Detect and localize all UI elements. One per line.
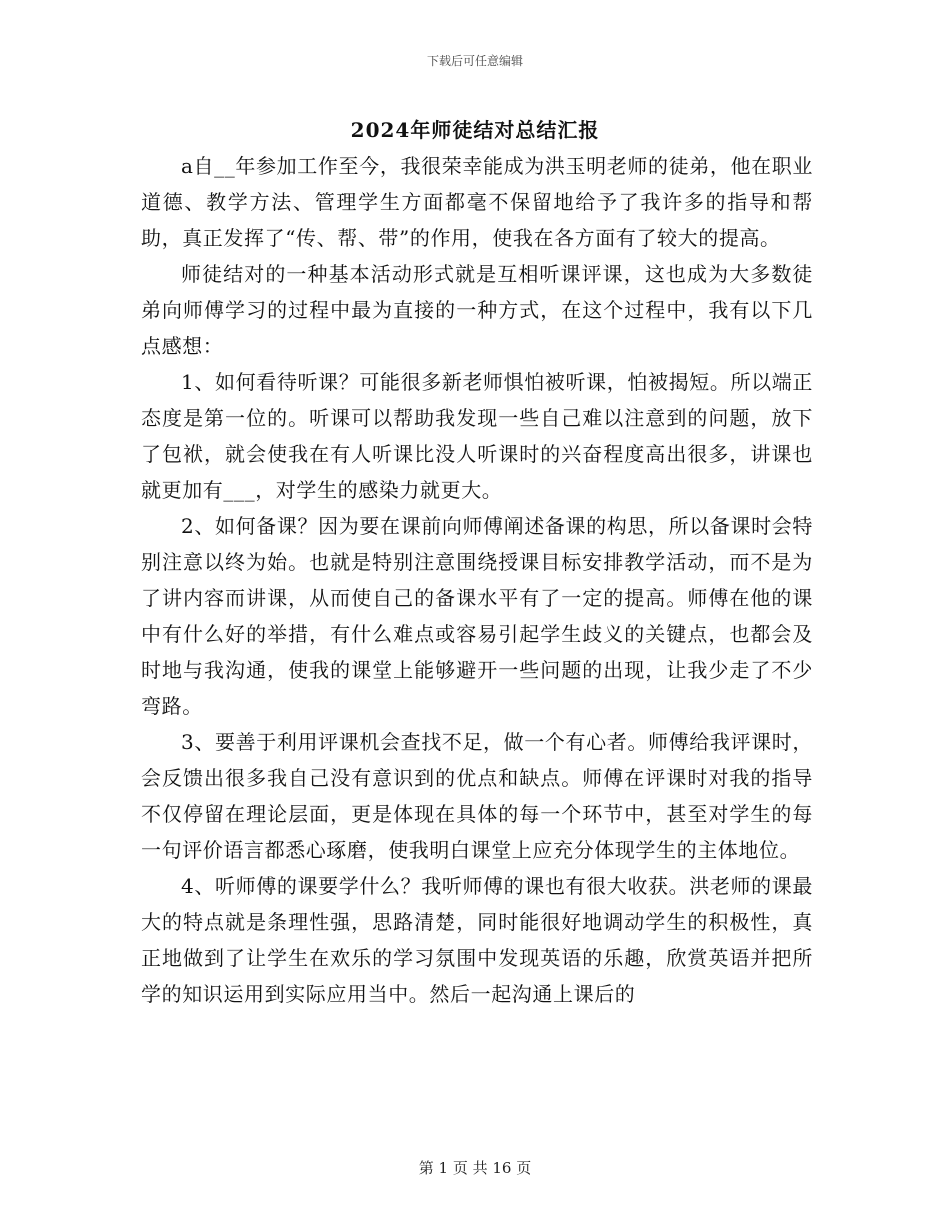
paragraph-point-2: 2、如何备课？因为要在课前向师傅阐述备课的构思，所以备课时会特别注意以终为始。也就是特别注意围绕授课目标安排教学活动，而不是为了讲内容而讲课，从而使自己的备课水平有了一定的提高。师傅在他的课中有什么好的举措，有什么难点或容易引起学生歧义的关键点，也都会及时地与我沟通，使我的课堂上能够避开一些问题的出现，让我少走了不少弯路。 <box>141 514 813 718</box>
document-title: 2024年师徒结对总结汇报 <box>350 118 600 142</box>
page-number: 第 1 页 共 16 页 <box>418 1159 532 1177</box>
paragraph-listening-overview: 师徒结对的一种基本活动形式就是互相听课评课，这也成为大多数徒弟向师傅学习的过程中最为直接的一种方式，在这个过程中，我有以下几点感想： <box>141 262 813 358</box>
paragraph-point-3: 3、要善于利用评课机会查找不足，做一个有心者。师傅给我评课时，会反馈出很多我自己没有意识到的优点和缺点。师傅在评课时对我的指导不仅停留在理论层面，更是体现在具体的每一个环节中，甚至对学生的每一句评价语言都悉心琢磨，使我明白课堂上应充分体现学生的主体地位。 <box>141 730 813 862</box>
paragraph-intro: a自__年参加工作至今，我很荣幸能成为洪玉明老师的徒弟，他在职业道德、教学方法、管理学生方面都毫不保留地给予了我许多的指导和帮助，真正发挥了“传、帮、带”的作用，使我在各方面有了较大的提高。 <box>141 154 813 250</box>
page-header-note: 下载后可任意编辑 <box>426 54 523 68</box>
document-body <box>141 148 813 1012</box>
paragraph-point-1: 1、如何看待听课？可能很多新老师惧怕被听课，怕被揭短。所以端正态度是第一位的。听课可以帮助我发现一些自己难以注意到的问题，放下了包袱，就会使我在有人听课比没人听课时的兴奋程度高出很多，讲课也就更加有___，对学生的感染力就更大。 <box>141 370 813 502</box>
paragraph-point-4: 4、听师傅的课要学什么？我听师傅的课也有很大收获。洪老师的课最大的特点就是条理性强，思路清楚，同时能很好地调动学生的积极性，真正地做到了让学生在欢乐的学习氛围中发现英语的乐趣，欣赏英语并把所学的知识运用到实际应用当中。然后一起沟通上课后的 <box>141 874 813 1006</box>
